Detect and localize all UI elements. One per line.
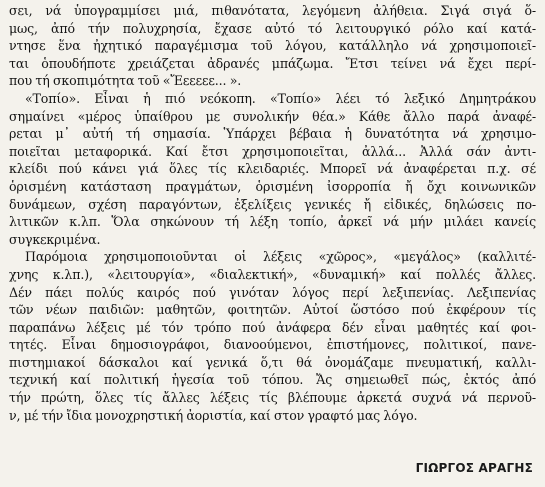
paragraph-3 <box>9 248 536 424</box>
text-line: που τή σκοπιμότητα τοῦ «Ἔεεεεε... ». <box>9 73 242 89</box>
text-line: συγκεκριμένα. <box>9 231 101 247</box>
paragraph-2 <box>9 90 536 248</box>
text-line: σημαίνει «μέρος ὑπαίθρου με συνολικήν θέα.» Κάθε ἄλλο παρά ἀναφέ- <box>9 108 536 124</box>
text-line: «Τοπίο». Εἶναι ἡ πιό νεόκοπη. «Τοπίο» λέει τό λεξικό Δημητράκου <box>25 90 536 106</box>
text-line: Παρόμοια χρησιμοποιοῦνται οἱ λέξεις «χῶρος», «μεγάλος» (καλλιτέ- <box>25 249 536 265</box>
text-line: παραπάνω λέξεις μέ τόν τρόπο πού ἀνάφερα δέν εἶναι μαθητές καί φοι- <box>9 319 536 335</box>
text-line: τητές. Εἶναι δημοσιογράφοι, διανοούμενοι, ἐπιστήμονες, πολιτικοί, πανε- <box>9 337 536 353</box>
text-line: λιτικῶν κ.λπ. Ὅλα σηκώνουν τή λέξη τοπίο, ἀρκεῖ νά μήν μιλάει κανείς <box>9 214 536 230</box>
text-line: ὁρισμένη κατάσταση πραγμάτων, ὁρισμένη ἰσορροπία ἤ ὄχι κοινωνικῶν <box>9 178 536 194</box>
author-signature: ΓΙΩΡΓΟΣ ΑΡΑΓΗΣ <box>415 461 533 475</box>
text-line: ντησε ἕνα ἠχητικό παραγέμισμα τοῦ λόγου, κατάλληλο νά χρησιμοποιεῖ- <box>9 38 536 54</box>
text-line: ρεται μ᾽ αὐτή τή σημασία. Ὑπάρχει βέβαια ἡ δυνατότητα νά χρησιμο- <box>9 126 536 142</box>
text-line: χνης κ.λπ.), «λειτουργία», «διαλεκτική», «δυναμική» καί πολλές ἄλλες. <box>9 266 536 282</box>
text-line: τήν πρώτη, ὅλες τίς ἄλλες λέξεις τίς βλέπουμε ἀρκετά συχνά νά περνοῦ- <box>9 390 536 406</box>
text-line: τῶν νέων παιδιῶν: μαθητῶν, φοιτητῶν. Αὐτοί ὥστόσο πού ἐκφέρουν τίς <box>9 302 536 318</box>
text-line: σει, νά ὑπογραμμίσει μιά, πιθανότατα, λεγόμενη ἀλήθεια. Σιγά σιγά ὅ- <box>9 3 536 18</box>
text-line: ν, μέ τήν ἴδια μονοχρηστική ἀοριστία, καί στον γραφτό μας λόγο. <box>9 407 418 423</box>
text-line: ται ὁπουδήποτε χρειάζεται ἀδρανές μπάζωμα. Ἔτσι τείνει νά ἔχει περί- <box>9 55 536 71</box>
text-line: πιστημιακοί δάσκαλοι καί γενικά ὅ,τι θά ὀνομάζαμε πνευματική, καλλι- <box>9 354 536 370</box>
text-line: κλείδι πού κάνει γιά ὅλες τίς κλειδαριές. Μπορεῖ νά ἀναφέρεται π.χ. σέ <box>9 161 536 177</box>
text-line: Δέν πάει πολύς καιρός πού γινόταν λόγος περί λεξιπενίας. Λεξιπενίας <box>9 284 536 300</box>
text-line: μως, ἀπό τήν πολυχρησία, ἔχασε αὐτό τό λειτουργικό ρόλο καί κατά- <box>9 20 536 36</box>
text-line: ποιεῖται μεταφορικά. Καί ἔτσι χρησιμοποιεῖται, ἀλλά... Ἀλλά σάν ἀντι- <box>9 143 536 159</box>
paragraph-1 <box>9 2 536 90</box>
text-line: δυνάμεων, σχέση παραγόντων, ἐξελίξεις γενικές ἤ εἰδικές, δηλώσεις πο- <box>9 196 536 212</box>
text-line: τεχνική καί πολιτική ἡγεσία τοῦ τόπου. Ἄς σημειωθεῖ πώς, ἐκτός ἀπό <box>9 372 536 388</box>
